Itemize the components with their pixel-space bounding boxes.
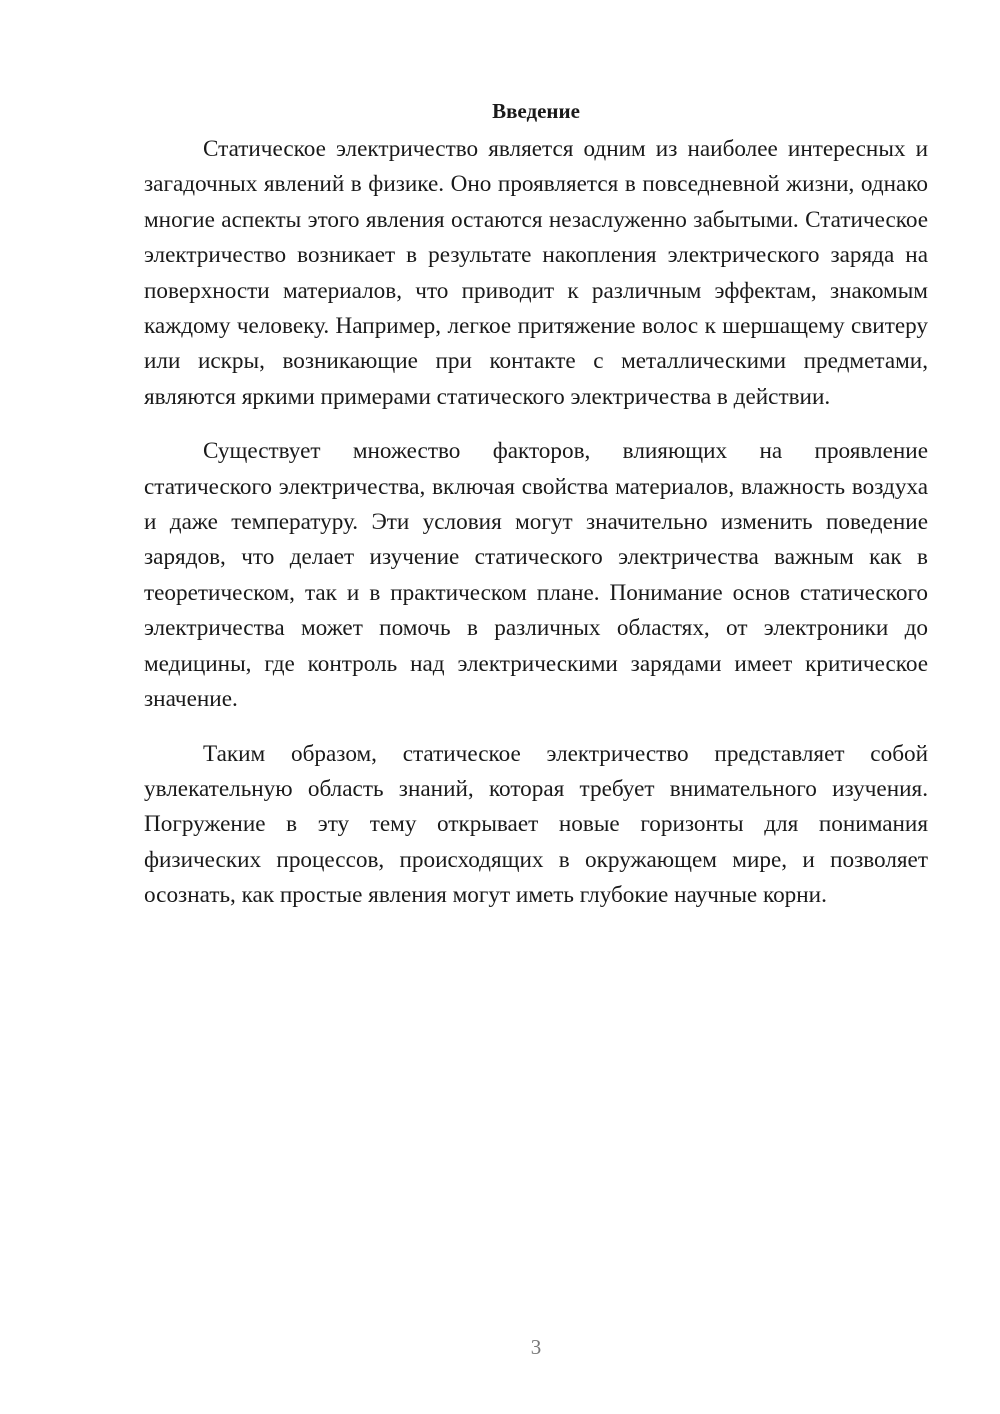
paragraph-1: Статическое электричество является одним из наиболее интересных и загадочных явлений в физике. Оно проявляется в повседневной жизни, однако многие аспекты этого явления остаются незаслуженно забытыми. Статическое электричество возникает в результате накопления электрического заряда на поверхности материалов, что приводит к различным эффектам, знакомым каждому человеку. Например, легкое притяжение волос к шершащему свитеру или искры, возникающие при контакте с металлическими предметами, являются яркими примерами статического электричества в действии. [144,136,928,410]
paragraph-3: Таким образом, статическое электричество представляет собой увлекательную область знаний, которая требует внимательного изучения. Погружение в эту тему открывает новые горизонты для понимания физических процессов, происходящих в окружающем мире, и позволяет осознать, как простые явления могут иметь глубокие научные корни. [144,740,928,909]
paragraph-2: Существует множество факторов, влияющих на проявление статического электричества, включая свойства материалов, влажность воздуха и даже температуру. Эти условия могут значительно изменить поведение зарядов, что делает изучение статического электричества важным как в теоретическом, так и в практическом плане. Понимание основ статического электричества может помочь в различных областях, от электроники до медицины, где контроль над электрическими зарядами имеет критическое значение. [144,438,928,713]
page-number: 3 [530,1335,542,1359]
page-content [144,94,928,933]
section-title: Введение [492,99,580,123]
